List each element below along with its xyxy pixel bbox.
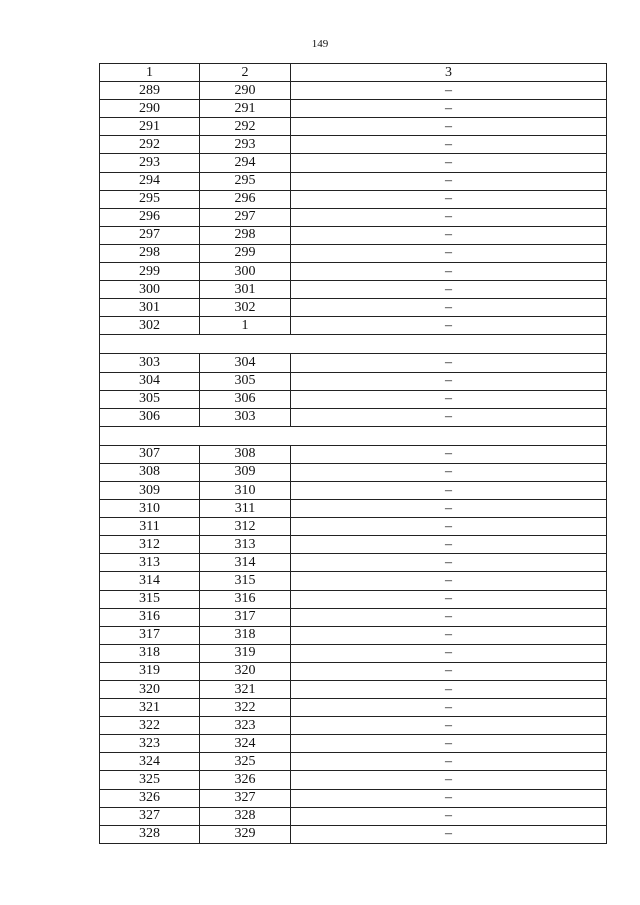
table-cell-col-3: – <box>291 226 607 244</box>
table-cell-col-3: – <box>291 154 607 172</box>
table-cell-col-3: – <box>291 572 607 590</box>
table-cell-col-2: 318 <box>200 626 291 644</box>
table-cell-col-2: 311 <box>200 500 291 518</box>
table-row <box>100 681 607 699</box>
table-cell-col-1: 291 <box>100 118 200 136</box>
table-cell-col-3: – <box>291 608 607 626</box>
table-row <box>100 463 607 481</box>
group-separator-row <box>100 426 607 445</box>
table-row <box>100 590 607 608</box>
page-number: 149 <box>311 38 329 50</box>
table-cell-col-2: 327 <box>200 789 291 807</box>
table-cell-col-2: 292 <box>200 118 291 136</box>
table-row <box>100 118 607 136</box>
table-cell-col-1: 305 <box>100 390 200 408</box>
table-cell-col-2: 291 <box>200 100 291 118</box>
table-cell-col-1: 315 <box>100 590 200 608</box>
table-cell-col-3: – <box>291 190 607 208</box>
table-row <box>100 554 607 572</box>
table-row <box>100 226 607 244</box>
table-row <box>100 390 607 408</box>
header-col-3: 3 <box>291 64 607 82</box>
table-row <box>100 408 607 426</box>
table-cell-col-2: 293 <box>200 136 291 154</box>
table-cell-col-3: – <box>291 753 607 771</box>
table-row <box>100 753 607 771</box>
table-cell-col-1: 307 <box>100 445 200 463</box>
table-cell-col-3: – <box>291 408 607 426</box>
table-row <box>100 317 607 335</box>
table-row <box>100 372 607 390</box>
table-cell-col-2: 305 <box>200 372 291 390</box>
table-cell-col-3: – <box>291 735 607 753</box>
table-cell-col-3: – <box>291 136 607 154</box>
table-cell-col-3: – <box>291 445 607 463</box>
table-cell-col-3: – <box>291 299 607 317</box>
table-row <box>100 354 607 372</box>
table-cell-col-1: 297 <box>100 226 200 244</box>
table-cell-col-1: 306 <box>100 408 200 426</box>
table-cell-col-2: 1 <box>200 317 291 335</box>
table-cell-col-1: 317 <box>100 626 200 644</box>
table-cell-col-1: 301 <box>100 299 200 317</box>
table-row <box>100 807 607 825</box>
table-cell-col-1: 294 <box>100 172 200 190</box>
table-cell-col-2: 316 <box>200 590 291 608</box>
table-cell-col-3: – <box>291 536 607 554</box>
table-cell-col-2: 315 <box>200 572 291 590</box>
table-cell-col-1: 303 <box>100 354 200 372</box>
table-row <box>100 608 607 626</box>
table-cell-col-2: 301 <box>200 281 291 299</box>
table-cell-col-3: – <box>291 82 607 100</box>
table-row <box>100 281 607 299</box>
table-row <box>100 445 607 463</box>
table-cell-col-2: 321 <box>200 681 291 699</box>
table-row <box>100 644 607 662</box>
data-table <box>99 63 607 844</box>
table-row <box>100 208 607 226</box>
table-cell-col-2: 306 <box>200 390 291 408</box>
table-cell-col-3: – <box>291 662 607 680</box>
table-row <box>100 771 607 789</box>
table-cell-col-2: 300 <box>200 263 291 281</box>
table-cell-col-1: 293 <box>100 154 200 172</box>
table-row <box>100 825 607 843</box>
table-cell-col-3: – <box>291 500 607 518</box>
table-body <box>100 82 607 844</box>
table-cell-col-3: – <box>291 807 607 825</box>
table-row <box>100 518 607 536</box>
table-cell-col-1: 314 <box>100 572 200 590</box>
table-cell-col-2: 322 <box>200 699 291 717</box>
table-cell-col-1: 325 <box>100 771 200 789</box>
table-cell-col-2: 309 <box>200 463 291 481</box>
table-cell-col-1: 316 <box>100 608 200 626</box>
table-cell-col-3: – <box>291 208 607 226</box>
table-cell-col-3: – <box>291 554 607 572</box>
table-cell-col-2: 312 <box>200 518 291 536</box>
table-cell-col-1: 321 <box>100 699 200 717</box>
table-row <box>100 190 607 208</box>
table-cell-col-2: 304 <box>200 354 291 372</box>
table-cell-col-1: 320 <box>100 681 200 699</box>
table-cell-col-2: 317 <box>200 608 291 626</box>
table-cell-col-3: – <box>291 644 607 662</box>
table-cell-col-2: 298 <box>200 226 291 244</box>
header-row <box>100 64 607 82</box>
table-cell-col-1: 313 <box>100 554 200 572</box>
table-row <box>100 572 607 590</box>
table-cell-col-2: 295 <box>200 172 291 190</box>
table-cell-col-3: – <box>291 372 607 390</box>
table-cell-col-3: – <box>291 825 607 843</box>
table-cell-col-3: – <box>291 717 607 735</box>
table-cell-col-2: 325 <box>200 753 291 771</box>
table-cell-col-1: 289 <box>100 82 200 100</box>
table-row <box>100 626 607 644</box>
table-cell-col-3: – <box>291 172 607 190</box>
header-col-2: 2 <box>200 64 291 82</box>
table-cell-col-2: 320 <box>200 662 291 680</box>
table-cell-col-1: 299 <box>100 263 200 281</box>
table-cell-col-2: 290 <box>200 82 291 100</box>
table-row <box>100 172 607 190</box>
table-cell-col-3: – <box>291 281 607 299</box>
table-cell-col-3: – <box>291 317 607 335</box>
table-cell-col-1: 310 <box>100 500 200 518</box>
table-cell-col-1: 328 <box>100 825 200 843</box>
table-cell-col-2: 326 <box>200 771 291 789</box>
table-cell-col-2: 324 <box>200 735 291 753</box>
table-cell-col-1: 319 <box>100 662 200 680</box>
table-row <box>100 154 607 172</box>
table-cell-col-3: – <box>291 518 607 536</box>
header-col-1: 1 <box>100 64 200 82</box>
table-cell-col-3: – <box>291 681 607 699</box>
table-row <box>100 500 607 518</box>
table-cell-col-1: 308 <box>100 463 200 481</box>
table-row <box>100 263 607 281</box>
table-cell-col-2: 310 <box>200 481 291 499</box>
table-cell-col-2: 294 <box>200 154 291 172</box>
table-cell-col-2: 313 <box>200 536 291 554</box>
table-cell-col-3: – <box>291 100 607 118</box>
table-row <box>100 789 607 807</box>
table-row <box>100 82 607 100</box>
table-row <box>100 662 607 680</box>
table-cell-col-2: 308 <box>200 445 291 463</box>
table-cell-col-1: 298 <box>100 244 200 262</box>
table-cell-col-2: 319 <box>200 644 291 662</box>
table-cell-col-3: – <box>291 699 607 717</box>
table-cell-col-1: 292 <box>100 136 200 154</box>
table-cell-col-3: – <box>291 481 607 499</box>
table-row <box>100 735 607 753</box>
group-separator-row <box>100 335 607 354</box>
table-row <box>100 299 607 317</box>
table-cell-col-3: – <box>291 244 607 262</box>
table-row <box>100 699 607 717</box>
table-cell-col-1: 323 <box>100 735 200 753</box>
table-cell-col-3: – <box>291 263 607 281</box>
table-cell-col-1: 295 <box>100 190 200 208</box>
table-row <box>100 100 607 118</box>
table-cell-col-3: – <box>291 463 607 481</box>
group-separator-cell <box>100 335 607 354</box>
table-cell-col-1: 312 <box>100 536 200 554</box>
table-cell-col-2: 299 <box>200 244 291 262</box>
table-row <box>100 244 607 262</box>
table-cell-col-2: 323 <box>200 717 291 735</box>
table-cell-col-2: 296 <box>200 190 291 208</box>
table-cell-col-1: 322 <box>100 717 200 735</box>
table-cell-col-1: 326 <box>100 789 200 807</box>
table-cell-col-1: 324 <box>100 753 200 771</box>
table-cell-col-2: 314 <box>200 554 291 572</box>
table-cell-col-2: 328 <box>200 807 291 825</box>
table-cell-col-3: – <box>291 390 607 408</box>
table-cell-col-1: 311 <box>100 518 200 536</box>
table-cell-col-1: 318 <box>100 644 200 662</box>
table-cell-col-3: – <box>291 789 607 807</box>
table-row <box>100 536 607 554</box>
table-cell-col-3: – <box>291 354 607 372</box>
table-cell-col-3: – <box>291 771 607 789</box>
table-row <box>100 481 607 499</box>
table-cell-col-1: 309 <box>100 481 200 499</box>
table-row <box>100 136 607 154</box>
table-cell-col-2: 302 <box>200 299 291 317</box>
table-cell-col-1: 302 <box>100 317 200 335</box>
table-cell-col-2: 329 <box>200 825 291 843</box>
table-cell-col-1: 296 <box>100 208 200 226</box>
table-cell-col-2: 303 <box>200 408 291 426</box>
table-cell-col-1: 290 <box>100 100 200 118</box>
table-cell-col-3: – <box>291 590 607 608</box>
table-row <box>100 717 607 735</box>
group-separator-cell <box>100 426 607 445</box>
table-cell-col-1: 304 <box>100 372 200 390</box>
table-cell-col-1: 300 <box>100 281 200 299</box>
table-cell-col-2: 297 <box>200 208 291 226</box>
table-cell-col-3: – <box>291 118 607 136</box>
table-cell-col-1: 327 <box>100 807 200 825</box>
table-cell-col-3: – <box>291 626 607 644</box>
